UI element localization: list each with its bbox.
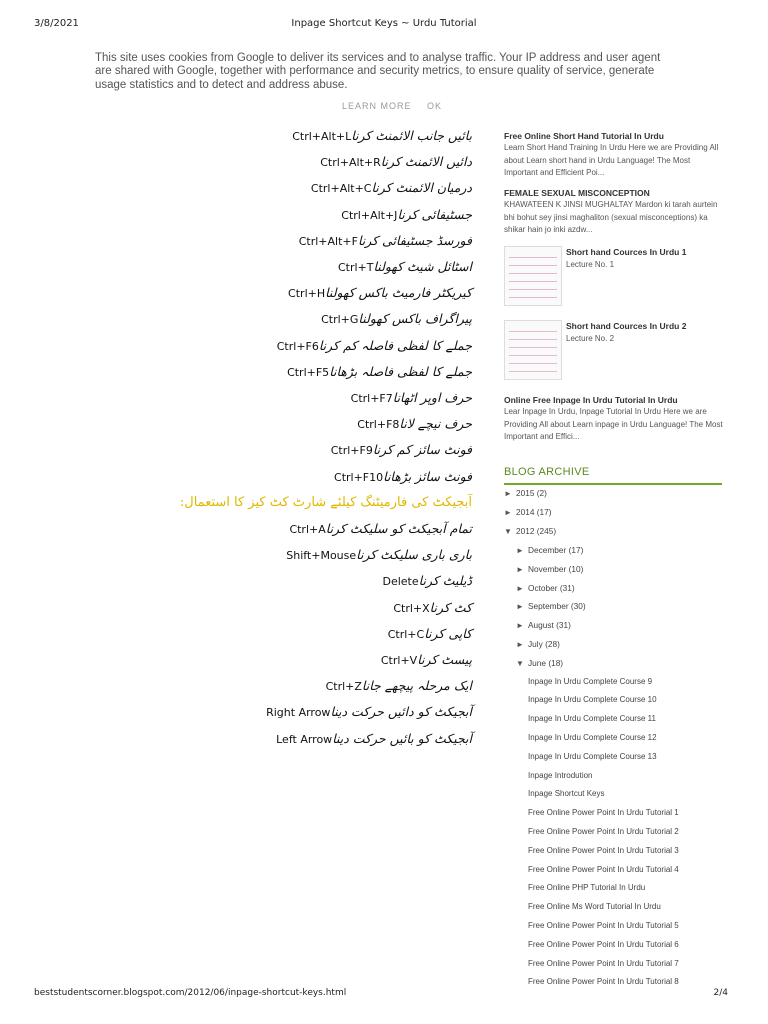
expand-arrow-icon[interactable]: ► <box>516 564 524 574</box>
archive-count: (17) <box>568 545 584 555</box>
shortcut-row <box>288 285 472 300</box>
archive-count: (17) <box>536 507 552 517</box>
shortcut-description: کیریکٹر فارمیٹ باکس کھولنا <box>325 285 472 301</box>
archive-label[interactable]: September <box>528 601 569 612</box>
archive-post-link[interactable]: Free Online Power Point In Urdu Tutorial 3 <box>528 845 679 855</box>
archive-post-link[interactable]: Inpage Shortcut Keys <box>528 789 605 799</box>
archive-post-link[interactable]: Free Online Power Point In Urdu Tutorial 4 <box>528 864 679 874</box>
shortcut-row <box>331 442 472 457</box>
expand-arrow-icon[interactable]: ► <box>516 602 524 612</box>
section-heading: آبجیکٹ کی فارمیٹنگ کیلئے شارٹ کٹ کیز کا استعمال: <box>179 494 472 510</box>
shortcut-row <box>321 311 472 326</box>
post-thumbnail[interactable] <box>504 246 562 306</box>
archive-count: (2) <box>536 488 547 498</box>
shortcut-row <box>393 600 472 615</box>
shortcut-description: کاپی کرنا <box>424 625 472 641</box>
popular-post[interactable] <box>504 130 724 180</box>
print-page-number: 2/4 <box>713 988 728 998</box>
cookie-notice-text: This site uses cookies from Google to deliver its services and to analyse traffic. Your IP address and user agent are shared with Google, together with performance and security metrics, to ensure quality of service, generate usage statistics and to detect and address abuse. <box>95 52 661 91</box>
shortcut-keys: Ctrl+F10 <box>334 470 384 484</box>
shortcut-description: فورسڈ جسٹیفائی کرنا <box>357 232 472 248</box>
archive-month[interactable] <box>516 601 586 611</box>
archive-label[interactable]: June <box>528 657 546 668</box>
shortcut-description: جملے کا لفظی فاصلہ بڑھانا <box>329 363 472 379</box>
expand-arrow-icon[interactable]: ► <box>504 508 512 517</box>
shortcut-keys: Ctrl+Z <box>325 680 362 694</box>
shortcut-description: درمیان الائمنٹ کرنا <box>371 180 472 196</box>
shortcut-description: آبجیکٹ کو بائیں حرکت دینا <box>332 730 472 746</box>
archive-post-link[interactable]: Free Online Power Point In Urdu Tutorial 8 <box>528 977 679 987</box>
shortcut-row <box>341 207 472 222</box>
expand-arrow-icon[interactable]: ► <box>504 489 512 498</box>
post-snippet: Lecture No. 1 <box>566 260 615 269</box>
shortcut-description: فونٹ سائز بڑھانا <box>383 468 472 484</box>
archive-month[interactable] <box>516 545 583 555</box>
archive-label[interactable]: November <box>528 563 567 574</box>
expand-arrow-icon[interactable]: ► <box>516 621 524 631</box>
shortcut-keys: Ctrl+Alt+J <box>341 208 398 222</box>
ok-button[interactable]: OK <box>427 101 443 111</box>
shortcut-description: تمام آبجیکٹ کو سلیکٹ کرنا <box>325 521 472 536</box>
post-title[interactable]: Short hand Cources In Urdu 1 <box>566 247 687 257</box>
post-title[interactable]: Short hand Cources In Urdu 2 <box>566 321 687 331</box>
shortcut-description: بائیں جانب الائمنٹ کرنا <box>351 128 472 143</box>
shortcut-row <box>338 259 472 274</box>
shortcut-description: دائیں الائمنٹ کرنا <box>380 154 472 170</box>
print-url: beststudentscorner.blogspot.com/2012/06/inpage-shortcut-keys.html <box>34 988 347 998</box>
archive-post-link[interactable]: Inpage In Urdu Complete Course 13 <box>528 751 657 761</box>
shortcut-keys: Ctrl+T <box>337 261 374 274</box>
archive-post-link[interactable]: Inpage Introdution <box>528 770 593 780</box>
archive-month[interactable] <box>516 583 575 593</box>
shortcut-description: باری باری سلیکٹ کرنا <box>356 547 472 563</box>
archive-month[interactable] <box>516 639 560 649</box>
shortcut-description: ڈیلیٹ کرنا <box>418 573 472 589</box>
post-snippet: Learn Short Hand Training In Urdu Here we are Providing All about Learn short hand in Urdu Language! The Most Important and Efficient Poi... <box>504 143 719 177</box>
shortcut-keys: Ctrl+Alt+L <box>292 130 352 143</box>
popular-post[interactable] <box>504 320 724 380</box>
post-thumbnail[interactable] <box>504 320 562 380</box>
shortcut-keys: Right Arrow <box>266 706 331 720</box>
shortcut-row <box>276 731 472 746</box>
archive-label[interactable]: July <box>528 639 543 649</box>
shortcut-keys: Ctrl+F7 <box>350 392 393 405</box>
shortcut-keys: Ctrl+F6 <box>276 339 319 353</box>
shortcut-row <box>388 626 472 641</box>
shortcut-row <box>383 573 473 588</box>
learn-more-link[interactable]: LEARN MORE <box>342 101 412 111</box>
shortcut-keys: Delete <box>382 575 419 589</box>
archive-year[interactable] <box>504 526 556 536</box>
print-date: 3/8/2021 <box>34 18 79 29</box>
post-snippet: Lear Inpage In Urdu, Inpage Tutorial In Urdu Here we are Providing All about Learn inpage in Urdu Language! The Most Important and Effici... <box>504 407 723 441</box>
archive-month[interactable] <box>516 658 563 668</box>
shortcut-description: جملے کا لفظی فاصلہ کم کرنا <box>318 337 472 353</box>
archive-post-link[interactable]: Free Online Ms Word Tutorial In Urdu <box>528 902 661 912</box>
archive-label[interactable]: August <box>528 620 554 631</box>
shortcut-row <box>277 338 472 353</box>
shortcut-description: ایک مرحلہ پیچھے جانا <box>361 678 472 694</box>
expand-arrow-icon[interactable]: ► <box>516 583 524 593</box>
shortcut-keys: Ctrl+H <box>288 287 326 301</box>
shortcut-description: فونٹ سائز کم کرنا <box>372 442 472 458</box>
print-title: Inpage Shortcut Keys ~ Urdu Tutorial <box>291 18 477 29</box>
shortcut-keys: Ctrl+V <box>380 654 418 667</box>
shortcut-description: اسٹائل شیٹ کھولنا <box>373 259 472 274</box>
shortcut-keys: Ctrl+Alt+F <box>298 234 358 248</box>
popular-post[interactable] <box>504 394 724 444</box>
shortcut-description: پیراگراف باکس کھولنا <box>358 311 472 327</box>
shortcut-keys: Ctrl+C <box>387 627 425 641</box>
archive-label[interactable]: 2014 <box>516 507 535 517</box>
shortcut-row <box>292 128 472 143</box>
collapse-arrow-icon[interactable]: ▼ <box>516 658 524 668</box>
shortcut-keys: Ctrl+A <box>289 523 326 536</box>
shortcut-description: کٹ کرنا <box>429 599 472 615</box>
shortcut-row <box>381 652 472 667</box>
shortcut-keys: Shift+Mouse <box>286 549 357 563</box>
archive-post-link[interactable]: Free Online Power Point In Urdu Tutorial 1 <box>528 808 679 818</box>
popular-post[interactable] <box>504 246 724 306</box>
shortcut-row <box>266 704 472 719</box>
archive-post-link[interactable]: Free Online Power Point In Urdu Tutorial 7 <box>528 958 679 968</box>
expand-arrow-icon[interactable]: ► <box>516 640 524 649</box>
archive-count: (245) <box>536 526 557 536</box>
archive-count: (30) <box>570 601 586 612</box>
shortcut-keys: Ctrl+Alt+C <box>310 182 372 196</box>
archive-post-link[interactable]: Free Online Power Point In Urdu Tutorial 5 <box>528 921 679 930</box>
shortcut-description: آبجیکٹ کو دائیں حرکت دینا <box>330 704 472 720</box>
shortcut-row <box>351 390 472 405</box>
post-title[interactable]: Online Free Inpage In Urdu Tutorial In Urdu <box>504 395 678 405</box>
archive-count: (18) <box>548 657 564 668</box>
shortcut-description: جسٹیفائی کرنا <box>397 206 472 222</box>
archive-month[interactable] <box>516 620 571 630</box>
archive-label[interactable]: 2012 <box>516 526 535 536</box>
archive-year[interactable] <box>504 507 552 517</box>
archive-post-link[interactable]: Inpage In Urdu Complete Course 9 <box>528 676 653 686</box>
popular-post[interactable] <box>504 187 724 237</box>
archive-post-link[interactable]: Free Online Power Point In Urdu Tutorial 2 <box>528 827 679 836</box>
shortcut-row <box>289 521 472 536</box>
post-snippet: KHAWATEEN K JINSI MUGHALTAY Mardon ki tarah aurtein bhi bohut sey jinsi maghaliton (sexual misconceptions) ka shikar hain jo inki azdw... <box>504 200 718 234</box>
post-title[interactable]: FEMALE SEXUAL MISCONCEPTION <box>504 188 650 198</box>
archive-post-link[interactable]: Inpage In Urdu Complete Course 12 <box>528 733 657 742</box>
shortcut-list <box>179 118 472 778</box>
shortcut-row <box>320 154 472 169</box>
shortcut-keys: Ctrl+G <box>321 313 359 327</box>
blog-archive-heading: BLOG ARCHIVE <box>504 466 722 485</box>
shortcut-keys: Left Arrow <box>276 732 333 746</box>
shortcut-keys: Ctrl+Alt+R <box>320 156 381 170</box>
print-footer <box>34 988 728 1002</box>
shortcut-row <box>287 364 472 379</box>
archive-month[interactable] <box>516 564 583 574</box>
shortcut-description: حرف اوپر اٹھانا <box>392 390 472 405</box>
shortcut-description: حرف نیچے لانا <box>399 416 472 432</box>
shortcut-row <box>311 180 472 195</box>
shortcut-keys: Ctrl+F9 <box>330 444 373 458</box>
shortcut-keys: Ctrl+X <box>393 601 430 615</box>
shortcut-description: پیسٹ کرنا <box>417 652 472 667</box>
post-title[interactable]: Free Online Short Hand Tutorial In Urdu <box>504 131 664 141</box>
archive-count: (10) <box>568 563 584 574</box>
archive-post-link[interactable]: Inpage In Urdu Complete Course 11 <box>528 714 656 724</box>
shortcut-row <box>334 469 472 484</box>
expand-arrow-icon[interactable]: ► <box>516 546 524 555</box>
archive-label[interactable]: 2015 <box>516 488 535 498</box>
cookie-actions <box>342 101 454 111</box>
collapse-arrow-icon[interactable]: ▼ <box>504 527 512 536</box>
shortcut-row <box>299 233 472 248</box>
archive-post-link[interactable]: Free Online PHP Tutorial In Urdu <box>528 883 646 893</box>
archive-year[interactable] <box>504 488 547 498</box>
shortcut-row <box>326 678 472 693</box>
post-snippet: Lecture No. 2 <box>566 334 615 343</box>
print-header <box>34 18 734 32</box>
archive-count: (31) <box>556 620 571 631</box>
archive-label[interactable]: December <box>528 545 567 555</box>
archive-post-link[interactable]: Free Online Power Point In Urdu Tutorial 6 <box>528 939 679 949</box>
shortcut-row <box>357 416 472 431</box>
shortcut-row <box>286 547 472 562</box>
archive-count: (28) <box>545 639 560 649</box>
shortcut-keys: Ctrl+F5 <box>287 365 330 379</box>
archive-post-link[interactable]: Inpage In Urdu Complete Course 10 <box>528 695 657 705</box>
archive-count: (31) <box>559 582 575 593</box>
archive-label[interactable]: October <box>528 582 558 593</box>
shortcut-keys: Ctrl+F8 <box>357 418 400 432</box>
